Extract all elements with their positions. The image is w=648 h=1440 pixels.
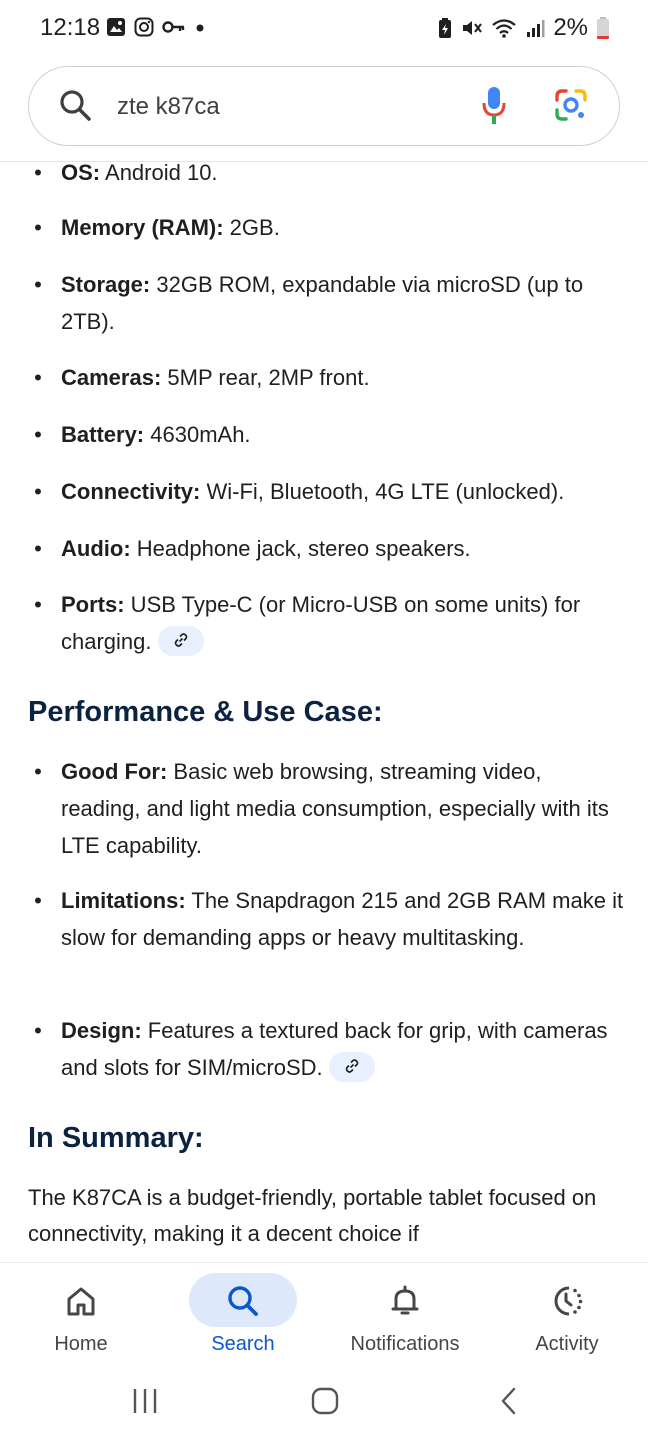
gallery-icon xyxy=(106,17,126,37)
system-navigation-bar xyxy=(0,1370,648,1440)
status-bar xyxy=(0,0,648,58)
battery-icon xyxy=(596,16,610,40)
nav-notifications[interactable] xyxy=(324,1263,486,1371)
activity-history-icon xyxy=(549,1283,585,1319)
microphone-icon[interactable] xyxy=(481,85,507,127)
search-bar[interactable] xyxy=(28,66,620,146)
nav-home-label: Home xyxy=(54,1333,108,1355)
mute-icon xyxy=(461,17,483,39)
home-icon xyxy=(63,1283,99,1319)
recent-apps-icon[interactable] xyxy=(130,1386,160,1416)
google-lens-icon[interactable] xyxy=(553,87,589,123)
battery-saver-icon xyxy=(437,17,453,39)
key-icon xyxy=(162,17,186,37)
bell-icon xyxy=(387,1283,423,1319)
signal-icon xyxy=(525,17,545,39)
link-icon xyxy=(173,632,189,648)
status-system-icons xyxy=(437,14,610,42)
nav-home[interactable] xyxy=(0,1263,162,1371)
source-link-chip[interactable] xyxy=(329,1052,375,1082)
search-icon[interactable] xyxy=(59,89,93,123)
battery-percent: 2% xyxy=(553,14,588,41)
nav-activity-label: Activity xyxy=(535,1333,599,1355)
bottom-navigation xyxy=(0,1262,648,1370)
status-notification-icons xyxy=(106,17,206,37)
search-header xyxy=(0,58,648,162)
notification-dot-icon xyxy=(194,17,206,37)
summary-text: The K87CA is a budget-friendly, portable tablet focused on connectivity, making it a decent choice if xyxy=(28,1185,597,1246)
source-link-chip[interactable] xyxy=(158,626,204,656)
link-icon xyxy=(344,1058,360,1074)
instagram-icon xyxy=(134,17,154,37)
back-icon[interactable] xyxy=(494,1386,524,1416)
status-time: 12:18 xyxy=(40,14,101,41)
ai-overview-content: • OS: Android 10. • Memory (RAM): 2GB. • Storage: 32GB ROM, expandable via microSD (up to 2TB). • Cameras: 5MP rear, 2MP front. • Battery: 4630mAh. • Connectivity: Wi-Fi, Bluetooth, 4G LTE (unlocked). • Audio: Headphone jack, stereo speakers. • Ports: USB Type-C (or Micro-USB on some units) for charging. Performance & Use Case: • Good For: Basic web browsing, streaming video, reading, and light media consumption, especially with its LTE capability. • Limitations: The Snapdragon 215 and 2GB RAM make it slow for demanding apps or heavy multitasking. • Design: Features a textured back for grip, with cameras and slots for SIM/microSD. In Summary: The K87CA is a budget-friendly, portable tablet focused on connectivity, making it a decent choice if xyxy=(0,162,648,1262)
nav-search-label: Search xyxy=(211,1333,275,1355)
section-heading-performance: Performance & Use Case: xyxy=(28,696,383,728)
nav-activity[interactable] xyxy=(486,1263,648,1371)
wifi-icon xyxy=(491,17,517,39)
nav-search[interactable] xyxy=(162,1263,324,1371)
home-button-icon[interactable] xyxy=(310,1386,340,1416)
search-icon xyxy=(225,1283,261,1319)
search-input[interactable]: zte k87ca xyxy=(117,93,220,120)
nav-notifications-label: Notifications xyxy=(350,1333,460,1355)
section-heading-summary: In Summary: xyxy=(28,1122,204,1154)
